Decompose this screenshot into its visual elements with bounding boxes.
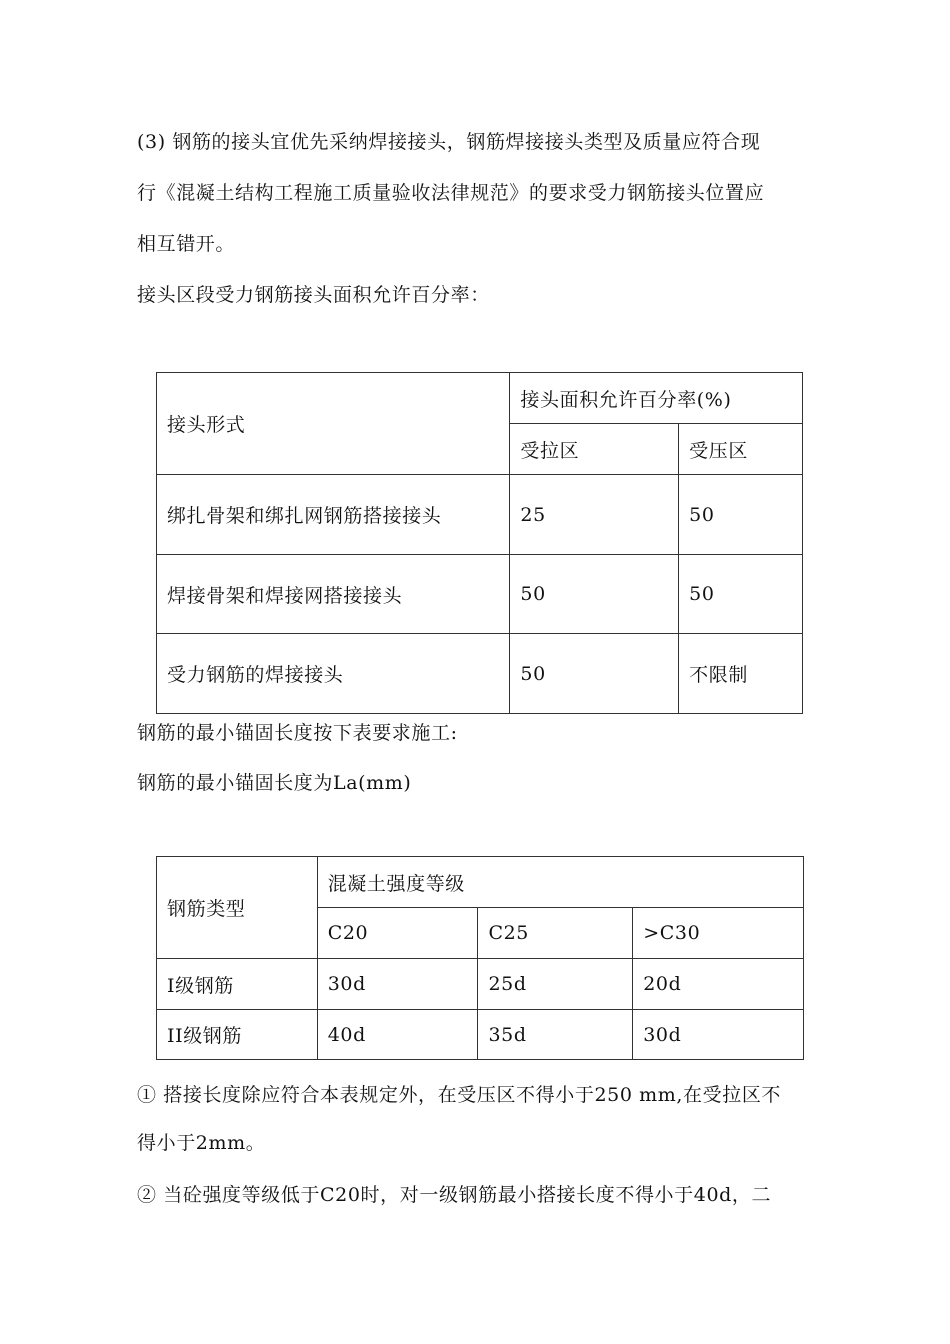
table-cell: 受力钢筋的焊接接头: [157, 634, 510, 714]
min-anchorage-length-table: [156, 856, 804, 1060]
table-cell: 焊接骨架和焊接网搭接接头: [157, 555, 510, 634]
table1-caption: 接头区段受力钢筋接头面积允许百分率：: [137, 284, 490, 306]
table-cell: 25: [510, 475, 679, 555]
paragraph-line: (3) 钢筋的接头宜优先采纳焊接接头，钢筋焊接接头类型及质量应符合现: [137, 131, 761, 153]
joint-area-percentage-table: [156, 372, 803, 714]
paragraph-line: 相互错开。: [137, 233, 236, 255]
table1-header-tension: 受拉区: [510, 424, 679, 475]
table2-header-type: 钢筋类型: [157, 857, 318, 959]
table-row: [157, 959, 804, 1010]
note-line: ① 搭接长度除应符合本表规定外，在受压区不得小于250 mm,在受拉区不: [137, 1084, 782, 1106]
table-cell: 25d: [478, 959, 633, 1010]
table-cell: II级钢筋: [157, 1010, 318, 1060]
table-cell: 50: [510, 555, 679, 634]
paragraph-line: 钢筋的最小锚固长度按下表要求施工:: [137, 722, 458, 744]
table-cell: 50: [679, 555, 803, 634]
table-row: [157, 475, 803, 555]
table2-header-grade: C25: [478, 908, 633, 959]
table-cell: 不限制: [679, 634, 803, 714]
table-row: [157, 1010, 804, 1060]
note-line: 得小于2mm。: [137, 1132, 266, 1154]
paragraph-line: 行《混凝土结构工程施工质量验收法律规范》的要求受力钢筋接头位置应: [137, 182, 765, 204]
table2-header-grade: C20: [317, 908, 478, 959]
table1-header-group: 接头面积允许百分率(%): [510, 373, 803, 424]
table-cell: I级钢筋: [157, 959, 318, 1010]
table-row: [157, 555, 803, 634]
table-cell: 50: [679, 475, 803, 555]
table-cell: 50: [510, 634, 679, 714]
table2-header-grade: >C30: [633, 908, 804, 959]
table-cell: 30d: [633, 1010, 804, 1060]
table1-header-compression: 受压区: [679, 424, 803, 475]
table-row: [157, 634, 803, 714]
table-cell: 40d: [317, 1010, 478, 1060]
table2-header-group: 混凝土强度等级: [317, 857, 803, 908]
table2-caption: 钢筋的最小锚固长度为La(mm): [137, 772, 412, 794]
table-cell: 绑扎骨架和绑扎网钢筋搭接接头: [157, 475, 510, 555]
note-line: ② 当砼强度等级低于C20时，对一级钢筋最小搭接长度不得小于40d，二: [137, 1184, 772, 1206]
table-cell: 35d: [478, 1010, 633, 1060]
table-cell: 30d: [317, 959, 478, 1010]
table-cell: 20d: [633, 959, 804, 1010]
table1-header-type: 接头形式: [157, 373, 510, 475]
